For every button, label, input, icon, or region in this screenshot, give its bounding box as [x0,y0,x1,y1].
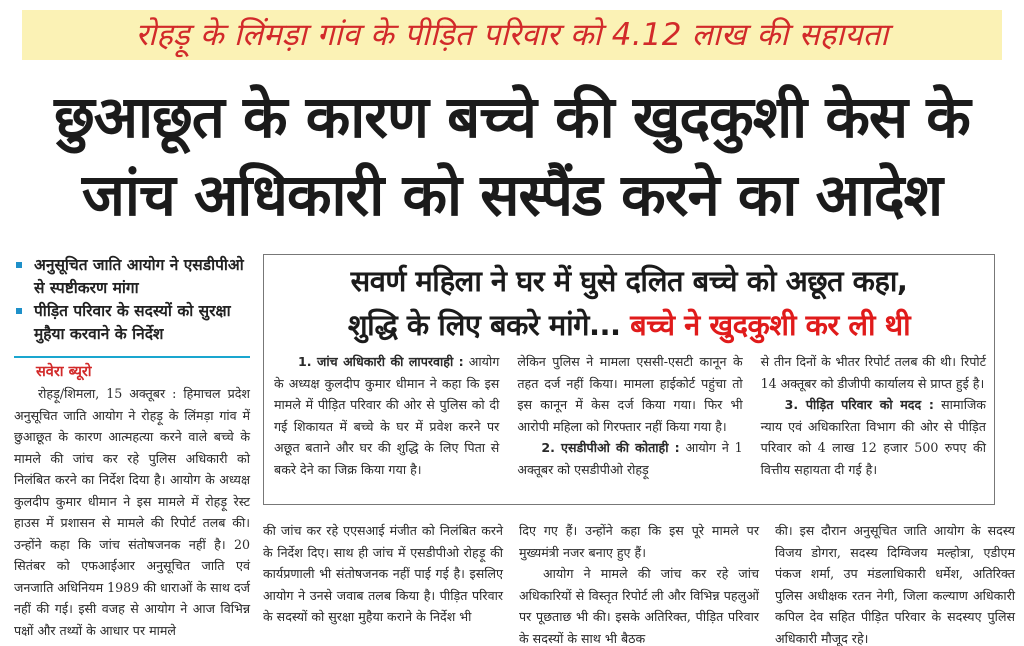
highlight-item: अनुसूचित जाति आयोग ने एसडीपीओ से स्पष्टीकरण मांगा [14,254,250,300]
lower-column-2: दिए गए हैं। उन्होंने कहा कि इस पूरे मामले पर मुख्यमंत्री नजर बनाए हुए हैं। आयोग ने मामले की जांच कर रहे जांच अधिकारियों से विस्तृत रिपोर्ट ली और विभिन्न पहलुओं पर पूछताछ भी की। इसके अतिरिक्त, पीड़ित परिवार के सदस्यों के साथ भी बैठक [519,523,759,646]
article-body-intro: रोहड़ू/शिमला, 15 अक्तूबर : हिमाचल प्रदेश अनुसूचित जाति आयोग ने रोहड़ू के लिंमड़ा गांव में छुआछूत के कारण आत्महत्या करने वाले बच्चे के मामले की जांच कर रहे पुलिस अधिकारी को निलंबित करने का निर्देश दिया है। आयोग के अध्यक्ष कुलदीप कुमार धीमान ने इस मामले में रोहड़ू रेस्ट हाउस में प्रशासन से मामले की रिपोर्ट तलब की। उन्होंने कहा कि जांच संतोषजनक नहीं है। 20 सितंबर को एफआईआर अनुसूचित जाति एवं जनजाति अधिनियम 1989 की धाराओं के साथ दर्ज नहीं की गई। इसी वजह से आयोग ने आज विभिन्न पक्षों और तथ्यों के आधार पर मामले [14,386,250,638]
point-title: 1. जांच अधिकारी की लापरवाही : [298,354,464,369]
highlight-item: पीड़ित परिवार के सदस्यों को सुरक्षा मुहैया करवाने के निर्देश [14,300,250,346]
square-bullet-icon [16,262,22,268]
lower-columns [263,520,1015,646]
box-column-3: से तीन दिनों के भीतर रिपोर्ट तलब की थी। रिपोर्ट 14 अक्तूबर को डीजीपी कार्यालय से प्राप्त हुई है। 3. पीड़ित परिवार को मदद : सामाजिक न्याय एवं अधिकारिता विभाग की ओर से पीड़ित परिवार को 4 लाख 12 हजार 500 रुपए की वित्तीय सहायता दी गई है। [760,354,986,477]
square-bullet-icon [16,308,22,314]
lower-column-3: की। इस दौरान अनुसूचित जाति आयोग के सदस्य विजय डोगरा, सदस्य दिग्विजय मल्होत्रा, एडीएम पंकज शर्मा, उप मंडलाधिकारी धर्मेश, अतिरिक्त पुलिस अधीक्षक रतन नेगी, जिला कल्याण अधिकारी कपिल देव सहित पीड़ित परिवार के सदस्यए पुलिस अधिकारी मौजूद रहे। [775,523,1015,646]
box-headline-line-1: सवर्ण महिला ने घर में घुसे दलित बच्चे को अछूत कहा, [350,264,908,298]
headline-line-1: छुआछूत के कारण बच्चे की खुदकुशी केस के [54,83,970,151]
divider [14,356,250,358]
byline: सवेरा ब्यूरो [36,364,92,380]
box-column-2: लेकिन पुलिस ने मामला एससी-एसटी कानून के तहत दर्ज नहीं किया। मामला हाईकोर्ट पहुंचा तो इस कानून में केस दर्ज किया गया। फिर भी आरोपी महिला को गिरफ्तार नहीं किया गया है। 2. एसडीपीओ की कोताही : आयोग ने 1 अक्तूबर को एसडीपीओ रोहड़ू [517,354,743,477]
point-title: 3. पीड़ित परिवार को मदद : [784,397,934,412]
lower-column-1: की जांच कर रहे एएसआई मंजीत को निलंबित करने के निर्देश दिए। साथ ही जांच में एसडीपीओ रोहड़ू की कार्यप्रणाली भी संतोषजनक नहीं पाई गई है। इसलिए आयोग ने उनसे जवाब तलब किया है। पीड़ित परिवार के सदस्यों को सुरक्षा मुहैया कराने के निर्देश भी [263,523,503,624]
point-title: 2. एसडीपीओ की कोताही : [541,440,680,455]
box-headline [264,259,994,347]
box-headline-red: बच्चे ने खुदकुशी कर ली थी [630,308,911,342]
kicker-banner: रोहड़ू के लिंमड़ा गांव के पीड़ित परिवार को 4.12 लाख की सहायता [22,10,1002,60]
box-columns [274,351,986,480]
box-column-1: 1. जांच अधिकारी की लापरवाही : आयोग के अध्यक्ष कुलदीप कुमार धीमान ने कहा कि इस मामले में पीड़ित परिवार की ओर से पुलिस को दी गई शिकायत में बच्चे के घर में प्रवेश करने पर अछूत बताने और घर की शुद्धि के लिए पिता से बकरे देने का जिक्र किया गया है। [274,354,500,477]
main-headline [8,78,1016,234]
sidebar-column [14,254,250,641]
highlights-list [14,254,250,346]
headline-line-2: जांच अधिकारी को सस्पैंड करने का आदेश [81,161,943,229]
box-headline-line-2: शुद्धि के लिए बकरे मांगे... बच्चे ने खुदकुशी कर ली थी [347,308,911,342]
highlight-box [263,254,995,505]
